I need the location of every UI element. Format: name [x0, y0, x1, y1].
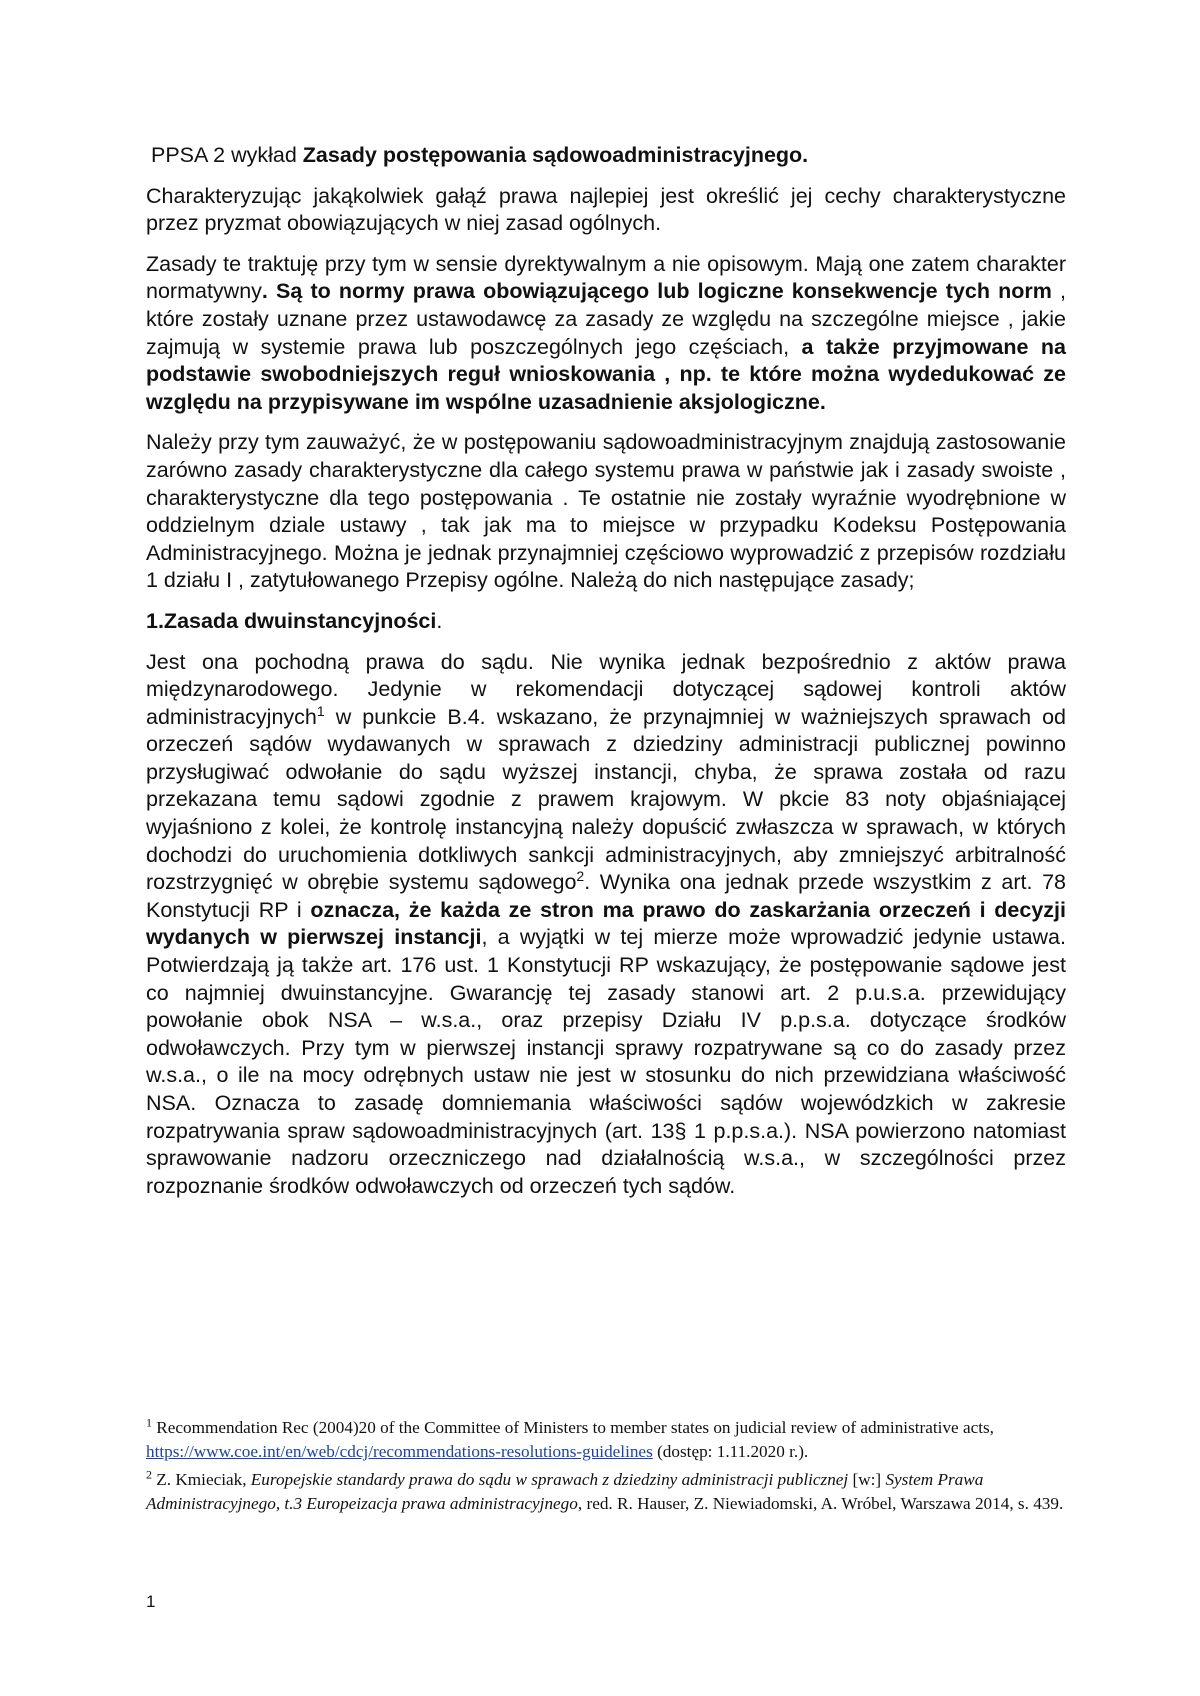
page-title: [151, 142, 1066, 170]
paragraph-4-text-e: , a wyjątki w tej mierze może wprowadzić jedynie ustawa. Potwierdzają ją także art. 176 ust. 1 Konstytucji RP wskazujący, że postępowanie sądowe jest co najmniej dwuinstancyjne. Gwarancję tej zasady stanowi art. 2 p.u.s.a. przewidujący powołanie obok NSA – w.s.a., oraz przepisy Działu IV p.p.s.a. dotyczące środków odwoławczych. Przy tym w pierwszej instancji sprawy rozpatrywane są co do zasady przez w.s.a., o ile na mocy odrębnych ustaw nie jest w stosunku do nich przewidziana właściwość NSA. Oznacza to zasadę domniemania właściwości sądów wojewódzkich w zakresie rozpatrywania spraw sądowoadministracyjnych (art. 13§ 1 p.p.s.a.). NSA powierzono natomiast sprawowanie nadzoru orzeczniczego nad działalnością w.s.a., w szczególności przez rozpoznanie środków odwoławczych od orzeczeń tych sądów.: [146, 925, 1066, 1198]
title-bold: Zasady postępowania sądowoadministracyjnego.: [302, 143, 809, 167]
paragraph-4-text-c: . Wynika ona jednak przede wszystkim z art. 78 Konstytucji RP i: [146, 870, 1067, 922]
footnote-1-text: Recommendation Rec (2004)20 of the Committee of Ministers to member states on judicial review of administrative acts,: [152, 1418, 994, 1437]
paragraph-4-bold-d: oznacza, że każda ze stron ma prawo do zaskarżania orzeczeń i decyzji wydanych w pierwszej instancji: [146, 897, 1066, 950]
footnote-ref-1[interactable]: 1: [316, 702, 325, 719]
section-heading-text: 1.Zasada dwuinstancyjności: [146, 608, 437, 633]
paragraph-2-bold-b: . Są to normy prawa obowiązującego lub logiczne konsekwencje tych norm: [261, 279, 1052, 304]
section-heading: [146, 608, 1066, 636]
title-prefix: PPSA 2 wykład: [151, 143, 303, 167]
footnote-2-text-c: , red. R. Hauser, Z. Niewiadomski, A. Wróbel, Warszawa 2014, s. 439.: [577, 1494, 1064, 1513]
footnote-2-text-a: Z. Kmieciak,: [152, 1470, 251, 1489]
paragraph-2: [146, 251, 1066, 417]
paragraph-4-text-a: Jest ona pochodną prawa do sądu. Nie wynika jednak bezpośrednio z aktów prawa międzynarodowego. Jedynie w rekomendacji dotyczącej sądowej kontroli aktów administracyjnych: [146, 649, 1066, 729]
footnote-2-text-b: [w:]: [848, 1470, 886, 1489]
footnotes: [146, 1416, 1071, 1520]
footnote-2-italic-1: Europejskie standardy prawa do sądu w sprawach z dziedziny administracji publicznej: [250, 1470, 849, 1489]
document-body: [146, 142, 1066, 1213]
footnote-2: [146, 1468, 1071, 1516]
paragraph-3: Należy przy tym zauważyć, że w postępowaniu sądowoadministracyjnym znajdują zastosowanie zarówno zasady charakterystyczne dla całego systemu prawa w państwie jak i zasady swoiste , charakterystyczne dla tego postępowania . Te ostatnie nie zostały wyraźnie wyodrębnione w oddzielnym dziale ustawy , tak jak ma to miejsce w przypadku Kodeksu Postępowania Administracyjnego. Można je jednak przynajmniej częściowo wyprowadzić z przepisów rozdziału 1 działu I , zatytułowanego Przepisy ogólne. Należą do nich następujące zasady;: [146, 430, 1066, 593]
footnote-1: [146, 1416, 1071, 1464]
paragraph-2-text-c: , które zostały uznane przez ustawodawcę za zasady ze względu na szczególne miejsce , jakie zajmują w systemie prawa lub poszczególnych jego częściach,: [146, 279, 1066, 359]
paragraph-2-text-a: Zasady te traktuję przy tym w sensie dyrektywalnym a nie opisowym. Mają one zatem charakter normatywny: [146, 251, 1066, 304]
footnote-ref-2[interactable]: 2: [576, 868, 585, 885]
footnote-2-mark: 2: [146, 1467, 152, 1482]
page-number: 1: [146, 1592, 156, 1611]
footnote-1-mark: 1: [146, 1415, 152, 1430]
section-heading-period: .: [436, 608, 443, 633]
paragraph-4-text-b: w punkcie B.4. wskazano, że przynajmniej w ważniejszych sprawach od orzeczeń sądów wydawanych w sprawach z dziedziny administracji publicznej powinno przysługiwać odwołanie do sądu wyższej instancji, chyba, że sprawa została od razu przekazana temu sądowi zgodnie z prawem krajowym. W pkcie 83 noty objaśniającej wyjaśniono z kolei, że kontrolę instancyjną należy dopuścić zwłaszcza w sprawach, w których dochodzi do uruchomienia dotkliwych sankcji administracyjnych, aby zmniejszyć arbitralność rozstrzygnięć w obrębie systemu sądowego: [146, 704, 1066, 895]
paragraph-2-bold-d: a także przyjmowane na podstawie swobodniejszych reguł wnioskowania , np. te które można wydedukować ze względu na przypisywane im wspólne uzasadnienie aksjologiczne.: [146, 334, 1066, 414]
footnote-1-tail: (dostęp: 1.11.2020 r.).: [652, 1442, 809, 1461]
footnote-2-italic-2: System Prawa Administracyjnego, t.3 Europeizacja prawa administracyjnego: [146, 1470, 984, 1513]
footnote-1-link[interactable]: https://www.coe.int/en/web/cdcj/recommendations-resolutions-guidelines: [146, 1442, 653, 1461]
paragraph-4: [146, 649, 1066, 1201]
paragraph-1: Charakteryzując jakąkolwiek gałąź prawa najlepiej jest określić jej cechy charakterystyczne przez pryzmat obowiązujących w niej zasad ogólnych.: [146, 183, 1066, 236]
